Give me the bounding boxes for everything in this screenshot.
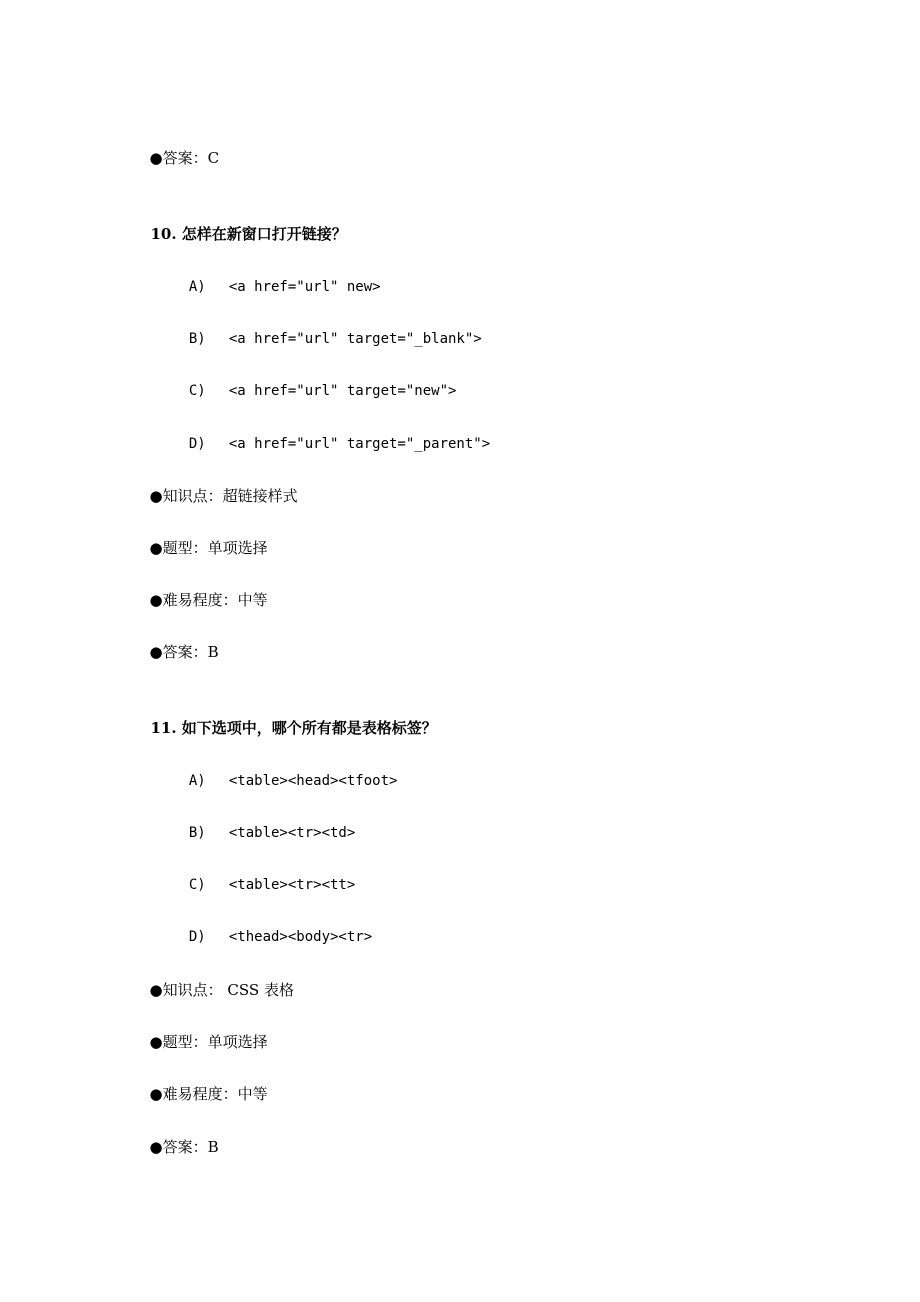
type-value: 单项选择 [207,539,268,557]
knowledge-label: 知识点： [162,487,223,505]
type-label: 题型： [162,1033,208,1051]
bullet-icon: ● [149,643,163,661]
option-item [172,907,372,947]
option-text: <a href="url" target="new"> [228,383,457,399]
question-number: 11. [150,719,177,737]
option-text: <table><head><tfoot> [228,773,398,789]
option-text: <table><tr><tt> [228,877,356,893]
type-line [140,1012,268,1052]
bullet-icon: ● [149,981,163,999]
bullet-icon: ● [149,149,163,167]
question-title [140,204,347,244]
difficulty-line [140,570,268,610]
option-text: <thead><body><tr> [228,929,373,945]
difficulty-label: 难易程度： [162,1085,238,1103]
answer-line [140,622,219,662]
bullet-icon: ● [149,591,163,609]
option-item [172,414,490,454]
difficulty-line [140,1064,268,1104]
option-letter: B) [188,331,206,347]
type-value: 单项选择 [207,1033,268,1051]
option-text: <a href="url" target="_blank"> [228,331,482,347]
answer-value: B [207,643,219,661]
question-text: 如下选项中，哪个所有都是表格标签？ [181,719,437,737]
knowledge-label: 知识点： [162,981,223,999]
bullet-icon: ● [149,487,163,505]
option-letter: C) [188,383,206,399]
question-number: 10. [150,225,177,243]
option-item [172,257,381,297]
option-item [172,751,397,791]
difficulty-value: 中等 [237,591,268,609]
option-item [172,361,456,401]
option-text: <a href="url" target="_parent"> [228,436,491,452]
answer-label: 答案： [162,643,208,661]
bullet-icon: ● [149,1085,163,1103]
knowledge-value: CSS 表格 [222,981,294,999]
difficulty-label: 难易程度： [162,591,238,609]
knowledge-line [140,466,298,506]
type-line [140,518,268,558]
difficulty-value: 中等 [237,1085,268,1103]
option-text: <a href="url" new> [228,279,381,295]
answer-label: 答案： [162,149,208,167]
answer-line [140,128,219,168]
option-letter: A) [188,279,206,295]
bullet-icon: ● [149,1033,163,1051]
option-letter: C) [188,877,206,893]
answer-value: B [207,1138,219,1156]
option-item [172,309,482,349]
bullet-icon: ● [149,1138,163,1156]
type-label: 题型： [162,539,208,557]
answer-value: C [207,149,220,167]
knowledge-line [140,960,294,1000]
option-letter: B) [188,825,206,841]
question-title [140,698,437,738]
answer-label: 答案： [162,1138,208,1156]
option-item [172,803,355,843]
option-letter: D) [188,929,206,945]
answer-line [140,1117,219,1157]
option-letter: A) [188,773,206,789]
option-letter: D) [188,436,206,452]
knowledge-value: 超链接样式 [222,487,298,505]
option-text: <table><tr><td> [228,825,356,841]
question-text: 怎样在新窗口打开链接？ [181,225,347,243]
option-item [172,855,355,895]
bullet-icon: ● [149,539,163,557]
